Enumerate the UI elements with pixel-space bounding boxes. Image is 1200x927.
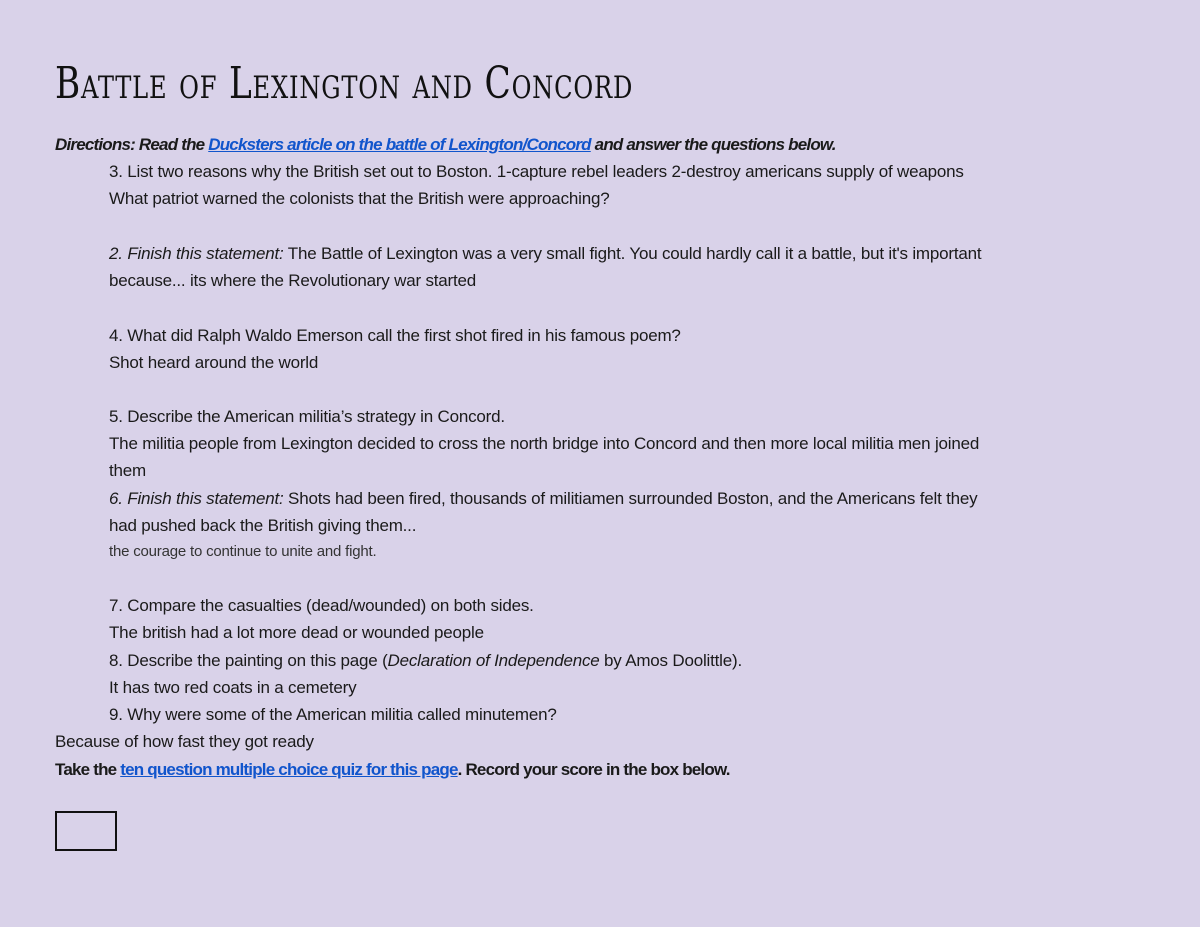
page-title: Battle of Lexington and Concord xyxy=(55,58,634,109)
question-8-answer: It has two red coats in a cemetery xyxy=(109,678,357,697)
quiz-suffix: . Record your score in the box below. xyxy=(457,760,730,779)
question-2-text: The Battle of Lexington was a very small fight. You could hardly call it a battle, but it's important xyxy=(283,244,982,263)
question-3: 3. List two reasons why the British set out to Boston. 1-capture rebel leaders 2-destroy americans supply of weapons xyxy=(109,162,964,181)
score-box[interactable] xyxy=(55,811,117,851)
question-6-text: Shots had been fired, thousands of militiamen surrounded Boston, and the Americans felt they xyxy=(283,489,978,508)
directions-prefix: Directions: Read the xyxy=(55,135,209,154)
question-5-answer-line1: The militia people from Lexington decided to cross the north bridge into Concord and then more local militia men joined xyxy=(109,434,980,453)
question-2-label: Finish this statement: xyxy=(127,244,284,263)
question-8-prefix: 8. Describe the painting on this page ( xyxy=(109,651,388,670)
directions-suffix: and answer the questions below. xyxy=(590,135,836,154)
question-4: 4. What did Ralph Waldo Emerson call the first shot fired in his famous poem? xyxy=(109,326,681,345)
question-2-answer: because... its where the Revolutionary war started xyxy=(109,271,477,290)
question-8-suffix: by Amos Doolittle). xyxy=(599,651,742,670)
question-6-answer: the courage to continue to unite and fight. xyxy=(109,543,377,560)
question-7-answer: The british had a lot more dead or wounded people xyxy=(109,623,484,642)
directions xyxy=(55,134,836,156)
question-9: 9. Why were some of the American militia called minutemen? xyxy=(109,705,557,724)
question-2-number: 2. xyxy=(109,244,128,263)
quiz-link[interactable]: ten question multiple choice quiz for this page xyxy=(120,760,458,779)
question-6-continuation: had pushed back the British giving them... xyxy=(109,516,417,535)
question-5-answer-line2: them xyxy=(109,461,146,480)
question-5: 5. Describe the American militia’s strategy in Concord. xyxy=(109,407,505,426)
quiz-prefix: Take the xyxy=(55,760,121,779)
painting-title: Declaration of Independence xyxy=(387,651,600,670)
quiz-instructions xyxy=(55,759,730,781)
question-7: 7. Compare the casualties (dead/wounded) on both sides. xyxy=(109,596,534,615)
question-9-answer: Because of how fast they got ready xyxy=(55,732,314,751)
question-6 xyxy=(109,488,977,510)
ducksters-article-link[interactable]: Ducksters article on the battle of Lexington/Concord xyxy=(208,135,591,154)
question-6-label: 6. Finish this statement: xyxy=(109,489,284,508)
question-8 xyxy=(109,650,742,672)
question-2 xyxy=(109,243,981,265)
question-patriot: What patriot warned the colonists that the British were approaching? xyxy=(109,189,610,208)
question-4-answer: Shot heard around the world xyxy=(109,353,319,372)
